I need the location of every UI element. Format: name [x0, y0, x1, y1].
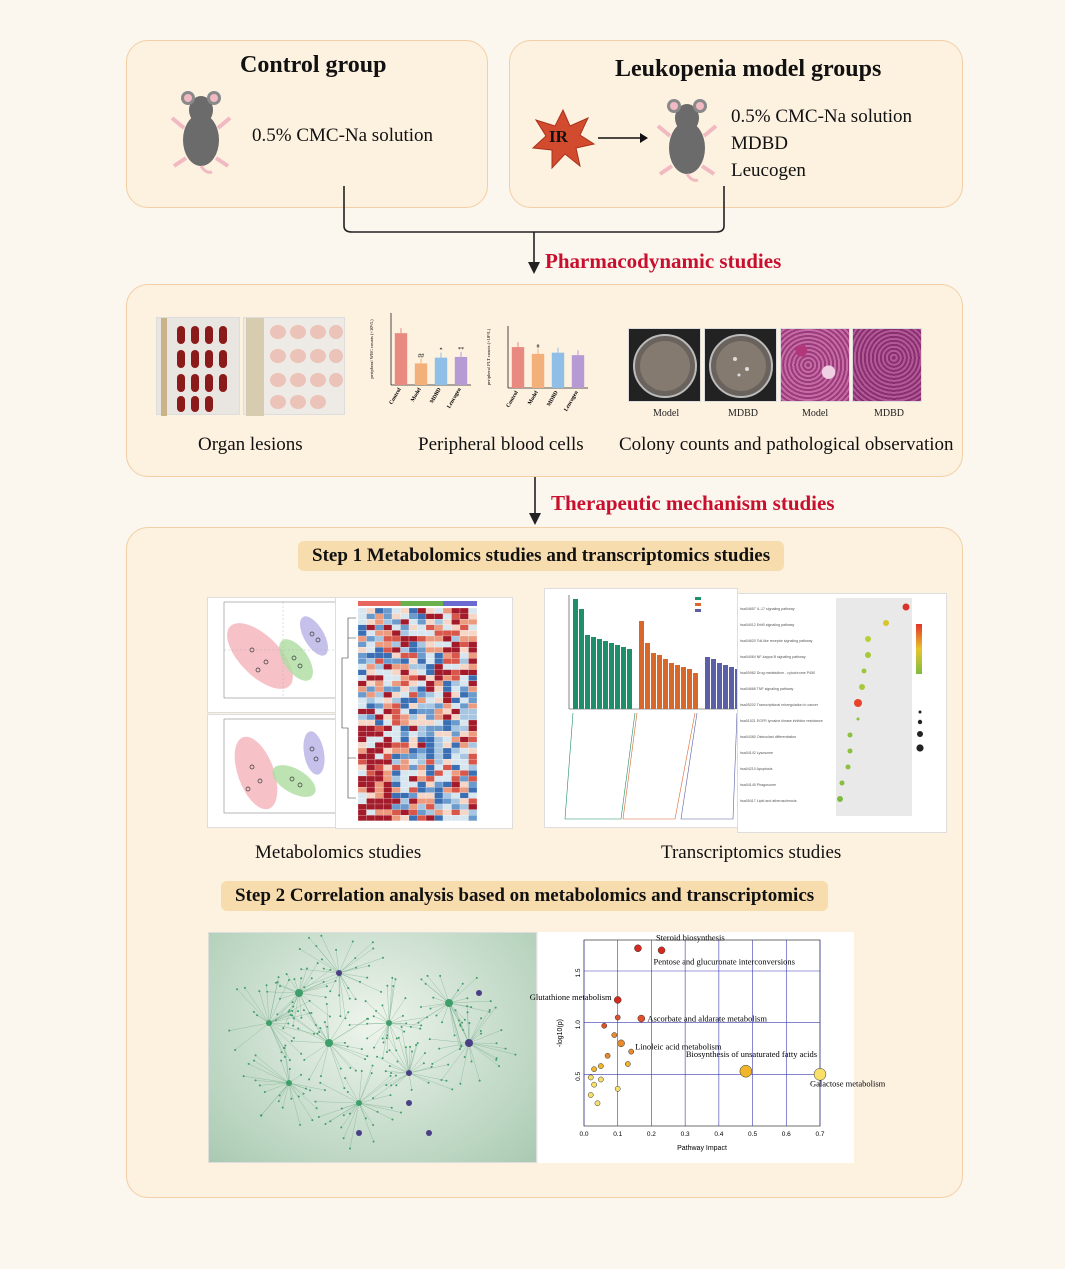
category-label: Control	[388, 387, 403, 406]
wbc-bar-chart	[367, 305, 479, 425]
pathway-point	[658, 947, 665, 954]
pathway-label: Linoleic acid metabolism	[635, 1041, 722, 1052]
category-label: MDBD	[429, 387, 443, 405]
bar	[532, 354, 544, 388]
model-treatment-1: 0.5% CMC-Na solution	[731, 106, 913, 127]
pathway-label: Pentose and glucuronate interconversions	[653, 956, 795, 967]
histology-mdbd	[852, 328, 922, 402]
colony-dish-mdbd	[704, 328, 777, 402]
x-tick-label: 0.1	[613, 1131, 623, 1138]
pathway-point	[618, 1040, 625, 1047]
significance-label: #	[536, 343, 540, 350]
thymus-photo	[243, 317, 345, 415]
pathway-impact-chart	[529, 932, 886, 1163]
pca-plot-top	[207, 597, 346, 713]
pathway-point	[588, 1075, 593, 1080]
mouse-icon	[652, 96, 722, 184]
pathway-point	[629, 1049, 634, 1054]
x-tick-label: 0.7	[815, 1131, 825, 1138]
pathway-point	[634, 945, 641, 952]
go-enrichment-chart	[544, 588, 738, 828]
svg-text:hsa04620 Toll-like receptor si: hsa04620 Toll-like receptor signaling pathway	[740, 639, 813, 643]
pathway-label: Biosynthesis of unsaturated fatty acids	[685, 1049, 818, 1060]
significance-label: *	[439, 347, 443, 354]
control-group-title: Control group	[240, 52, 387, 78]
bar	[572, 355, 584, 388]
pathway-point	[598, 1077, 603, 1082]
category-label: Model	[410, 387, 423, 403]
pathway-point	[614, 996, 621, 1003]
x-tick-label: 0.4	[714, 1131, 724, 1138]
pathway-point	[605, 1053, 610, 1058]
ir-label: IR	[549, 127, 568, 146]
category-label: Leucogen	[563, 390, 580, 413]
svg-text:hsa04145 Phagosome: hsa04145 Phagosome	[740, 783, 776, 787]
step2-banner: Step 2 Correlation analysis based on metabolomics and transcriptomics	[221, 881, 828, 911]
svg-text:hsa05417 Lipid and atheroscler: hsa05417 Lipid and atherosclerosis	[740, 799, 797, 803]
y-tick-label: 1.5	[575, 968, 582, 978]
pathway-point	[638, 1015, 645, 1022]
x-tick-label: 0.0	[579, 1131, 589, 1138]
pathway-point	[615, 1086, 620, 1091]
histology-model	[780, 328, 850, 402]
chart-ylabel: peripheral PLT counts (×10⁹/L)	[486, 328, 491, 386]
colony-label-2: MDBD	[728, 408, 759, 419]
mouse-icon	[166, 88, 236, 176]
svg-text:hsa05202 Transcriptional misre: hsa05202 Transcriptional misregulation in cancer	[740, 703, 819, 707]
pathway-point	[612, 1032, 617, 1037]
y-tick-label: 0.5	[575, 1071, 582, 1081]
bar	[455, 357, 467, 385]
pathway-point	[740, 1065, 752, 1077]
bar	[512, 347, 524, 388]
significance-label: **	[458, 346, 464, 353]
pathway-label: Glutathione metabolism	[529, 991, 612, 1002]
svg-text:hsa04657 IL-17 signaling pathw: hsa04657 IL-17 signaling pathway	[740, 607, 795, 611]
svg-text:hsa04064 NF-kappa B signaling: hsa04064 NF-kappa B signaling pathway	[740, 655, 806, 659]
arrow-right-icon	[598, 131, 648, 145]
chart-ylabel: peripheral WBC counts (×10⁹/L)	[369, 319, 374, 379]
pathway-point	[615, 1015, 620, 1020]
x-tick-label: 0.6	[781, 1131, 791, 1138]
category-label: Control	[505, 390, 520, 409]
category-label: MDBD	[546, 390, 560, 408]
pathway-point	[592, 1067, 597, 1072]
colony-caption: Colony counts and pathological observation	[619, 434, 954, 455]
plt-bar-chart	[484, 318, 596, 428]
correlation-network	[208, 932, 537, 1163]
pathway-point	[592, 1082, 597, 1087]
pathway-point	[602, 1023, 607, 1028]
svg-text:hsa00982 Drug metabolism - cyt: hsa00982 Drug metabolism - cytochrome P450	[740, 671, 816, 675]
svg-text:hsa04668 TNF signaling pathway: hsa04668 TNF signaling pathway	[740, 687, 794, 691]
x-axis-label: Pathway Impact	[677, 1145, 727, 1152]
y-tick-label: 1.0	[575, 1020, 582, 1030]
pathway-label: Galactose metabolism	[810, 1078, 886, 1089]
bar	[395, 333, 407, 385]
svg-text:hsa01521 EGFR tyrosine kinase: hsa01521 EGFR tyrosine kinase inhibitor resistance	[740, 719, 823, 723]
model-treatment-2: MDBD	[731, 133, 789, 154]
y-axis-label: -log10(p)	[557, 1018, 564, 1048]
step1-banner: Step 1 Metabolomics studies and transcriptomics studies	[298, 541, 784, 571]
metabolomics-caption: Metabolomics studies	[255, 842, 422, 863]
colony-label-3: Model	[802, 408, 829, 419]
metabolite-heatmap	[335, 597, 513, 829]
spleen-photo	[156, 317, 240, 415]
control-treatment: 0.5% CMC-Na solution	[252, 125, 434, 146]
category-label: Model	[527, 390, 540, 406]
svg-text:hsa04012 ErbB signaling pathwa: hsa04012 ErbB signaling pathway	[740, 623, 795, 627]
x-tick-label: 0.5	[748, 1131, 758, 1138]
pathway-point	[598, 1063, 603, 1068]
pathway-point	[595, 1101, 600, 1106]
x-tick-label: 0.2	[646, 1131, 656, 1138]
category-label: Leucogen	[446, 387, 463, 410]
pca-plot-bottom	[207, 714, 346, 828]
pathway-label: Ascorbate and aldarate metabolism	[647, 1013, 767, 1024]
svg-text:hsa04380 Osteoclast differenti: hsa04380 Osteoclast differentiation	[740, 735, 797, 739]
transcriptomics-caption: Transcriptomics studies	[661, 842, 842, 863]
bar	[415, 363, 427, 385]
pharmacodynamic-label: Pharmacodynamic studies	[545, 249, 782, 273]
colony-label-1: Model	[653, 408, 680, 419]
colony-dish-model	[628, 328, 701, 402]
significance-label: ##	[418, 353, 424, 360]
mechanism-label: Therapeutic mechanism studies	[551, 491, 835, 515]
bar	[552, 353, 564, 388]
bar	[435, 358, 447, 385]
x-tick-label: 0.3	[680, 1131, 690, 1138]
svg-text:hsa04210 Apoptosis: hsa04210 Apoptosis	[740, 767, 773, 771]
blood-cells-caption: Peripheral blood cells	[418, 434, 584, 455]
arrow-down-icon	[528, 477, 542, 525]
model-groups-title: Leukopenia model groups	[615, 56, 882, 82]
model-treatment-3: Leucogen	[731, 160, 806, 181]
kegg-bubble-chart	[737, 593, 947, 833]
svg-text:hsa04142 Lysosome: hsa04142 Lysosome	[740, 751, 774, 755]
pathway-label: Steroid biosynthesis	[655, 932, 725, 943]
pathway-point	[588, 1092, 593, 1097]
pathway-point	[625, 1061, 630, 1066]
organ-lesions-caption: Organ lesions	[198, 434, 303, 455]
colony-label-4: MDBD	[874, 408, 905, 419]
